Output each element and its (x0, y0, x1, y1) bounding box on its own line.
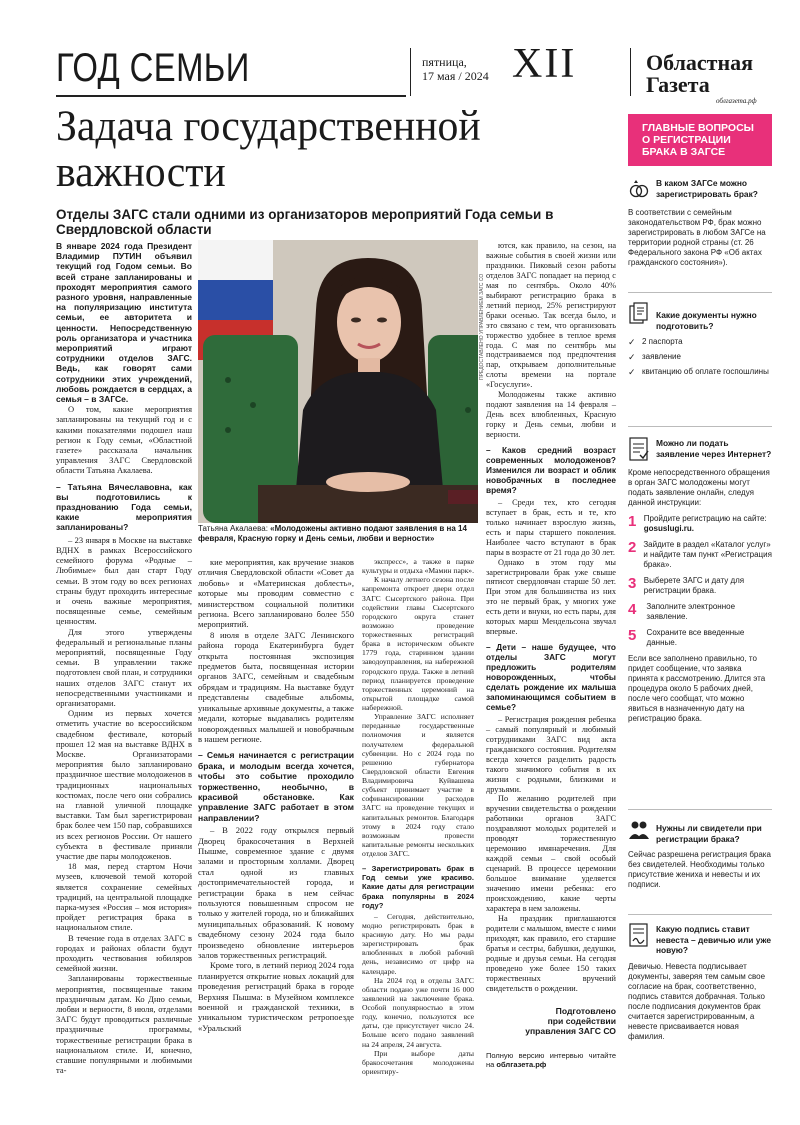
issue-date-day: 17 мая / 2024 (422, 69, 489, 83)
step-text-body: Пройдите регистрацию на сайте: (643, 514, 767, 523)
article-paragraph: – Среди тех, кто сегодня вступает в брак, есть и те, кто только начинает взрослую жизнь, есть и пары старшего поколения. Наиболее часто вступают в брак пары в возрасте от 21 года до 30 лет. (486, 497, 616, 557)
sidebar-divider (628, 914, 772, 915)
article-paragraph: 8 июля в отделе ЗАГС Ленинского района города Екатеринбурга будет открыта постоянная экспозиция предметов быта, посвященная истории органов ЗАГС, семейным и свадебным обрядам и традициям. На выставке будут представлены свадебные альбомы, уникальные архивные документы, а также медали, которые выдавались родителям новорожденных малышей и новобрачным в нашем регионе. (198, 629, 354, 744)
instruction-step (628, 576, 772, 596)
signature-line: управления ЗАГС СО (525, 1026, 616, 1037)
full-version-note (486, 1051, 616, 1069)
step-number: 5 (628, 627, 637, 644)
document-item (628, 367, 772, 377)
photo-credit: ПРЕДОСТАВЛЕНО УПРАВЛЕНИЕМ ЗАГС СО (479, 273, 485, 380)
sidebar-divider (628, 426, 772, 427)
article-paragraph: экспресс», а также в парке культуры и отдыха «Мамин парк». (362, 557, 474, 576)
article-column-2 (198, 557, 354, 1033)
step-number: 2 (628, 539, 637, 556)
step-number: 4 (628, 601, 637, 618)
rubric-underline (56, 95, 406, 97)
interview-question: – Татьяна Вячеславовна, как вы подготовились к празднованию Года семьи, какие мероприятия запланированы? (56, 481, 192, 533)
online-form-icon (628, 436, 650, 462)
step-text-body: Заполните электронное заявление. (646, 602, 736, 621)
check-icon: ✓ (628, 352, 636, 362)
article-column-3 (362, 557, 474, 1076)
faq-answer-3-after: Если все заполнено правильно, то придет сообщение, что заявка принята к рассмотрению. Длится эта процедура около 5 рабочих дней, после чего сообщат, что можно явиться в назначенную дату на регистрацию брака. (628, 654, 766, 723)
article-paragraph: На 2024 год в отделы ЗАГС области подано уже почти 16 000 заявлений на заключение брака. Особой популярностью в этом году, конечно, пользуются все даты, где присутствует число 24. Больше всего подано заявлений на 24 апреля, 24 августа. (362, 975, 474, 1049)
interview-question: – Дети – наше будущее, что отделы ЗАГС могут предложить родителям новорожденных, чтобы сделать рождение их малыша запоминающимся событием в семье? (486, 642, 616, 712)
faq-question-5: Какую подпись ставит невеста – девичью или уже новую? (656, 924, 771, 955)
witness-people-icon (628, 817, 650, 843)
instruction-step (628, 540, 772, 570)
brand-site: облгазета.рф (716, 97, 757, 105)
article-paragraph: кие мероприятия, как вручение знаков отличия Свердловской области «Совет да любовь» и «Материнская доблесть», которые мы проводим совместно с министерством социальной политики региона. Всего запланировано более 550 мероприятий. (198, 557, 354, 630)
instruction-step (628, 514, 772, 534)
document-item-label: заявление (642, 352, 681, 361)
newspaper-logo (646, 50, 757, 105)
document-item (628, 352, 772, 362)
article-paragraph: Для этого утверждены федеральный и региональные планы мероприятий, посвященные Году семьи. В управлении также подготовлен свой план, и сотрудники наших отделов ЗАГС станут их непосредственными участниками и организаторами. (56, 626, 192, 708)
faq-item-4 (628, 817, 772, 890)
interview-question: – Зарегистрировать брак в Год семьи уже красиво. Какие даты для регистрации брака популярны в 2024 году? (362, 864, 474, 910)
rings-icon (628, 176, 650, 202)
document-item-label: 2 паспорта (642, 337, 683, 346)
faq-answer-5: Девичью. Невеста подписывает документы, заверяя тем самым свое согласие на брак, соответственно, подпись ставится добрачная. Только после подписания документов брак считается зарегистрированным, а невесте присваивается новая фамилия. (628, 961, 766, 1041)
step-text-body: Зайдите в раздел «Каталог услуг» и найдите там пункт «Регистрация брака». (643, 540, 772, 569)
issue-date-weekday: пятница, (422, 55, 467, 69)
article-paragraph: Одним из первых хочется отметить участие во всероссийском свадебном фестивале, который прошел 12 мая на выставке ВДНХ в Москве. Организаторами мероприятия было запланировано праздничное шествие молодоженов в традиционных национальных костюмах, после чего они собрались на главной уличной площадке выставки. Там был зарегистрирован брак более чем 150 пар, собравшихся из всех регионов России. От нашего субъекта в фестивале приняли участие две пары молодоженов. (56, 708, 192, 861)
document-item-label: квитанцию об оплате госпошлины (642, 367, 769, 376)
page-number: XII (512, 41, 577, 87)
signature-line: Подготовлено (555, 1005, 616, 1016)
step-text (644, 576, 772, 596)
photo-caption (198, 524, 478, 544)
article-paragraph: По желанию родителей при вручении свидетельства о рождении работники органов ЗАГС поздравляют молодых родителей и проводят торжественную церемонию имянаречения. Для каждой семьи – свой особый сценарий. В процессе церемонии большое внимание уделяется значению имени ребенка: его происхождению, какие черты характера в нем заложены. (486, 794, 616, 913)
article-paragraph: ются, как правило, на сезон, на важные события в своей жизни или праздники. Пиковый сезон работы отделов ЗАГС попадает на период с мая по сентябрь. Около 40% выбирают регистрацию брака в летний период, 25% регистрируют браки осенью. Так всегда было, и это связано с тем, что организовать торжество удобнее в теплое время года. С мая по сентябрь мы подстраиваемся под предпочтения пар, открываем дополнительные слоты времени на портале «Госуслуги». (486, 241, 616, 390)
step-text-body: Сохраните все введенные данные. (646, 628, 745, 647)
faq-item-1 (628, 176, 772, 268)
interview-question: – Каков средний возраст современных молодоженов? Изменился ли возраст и облик новобрачных в последнее время? (486, 445, 616, 495)
article-lead: В январе 2024 года Президент Владимир ПУТИН объявил текущий год Годом семьи. Во всей стране запланированы и проходят мероприятия самого разного уровня, направленные на популяризацию института семьи, ее авторитета и ценности. Непосредственную роль организатора и участника мероприятий играют сотрудники отделов ЗАГС. Ведь, как говорят сами сотрудники этих учреждений, любовь рождается в сердцах, а семья – в ЗАГСе. (56, 241, 192, 405)
section-rubric: ГОД СЕМЬИ (56, 46, 250, 90)
sidebar-title: ГЛАВНЫЕ ВОПРОСЫ О РЕГИСТРАЦИИ БРАКА В ЗАГСЕ (628, 114, 772, 166)
article-paragraph: К началу летнего сезона после капремонта откроет двери отдел ЗАГС Сысертского района. При содействии главы Сысертского городского округа станет возможно проведение торжественных регистраций брака в историческом объекте 1779 года, старинном здании заводоуправления, на набережной городского пруда. Также в летний период планируется проведение торжественных церемоний на открытой площадке самой набережной. (362, 575, 474, 712)
header-divider (410, 48, 411, 96)
instruction-step (628, 628, 772, 648)
article-paragraph: Запланированы торжественные мероприятия, посвященные таким праздничным датам. Ко Дню семьи, любви и верности, 8 июля, отделами ЗАГС будут проводиться различные праздничные программы, торжественные регистрации брака в национальном стиле. И, конечно, ставшие популярными и любимыми та- (56, 973, 192, 1076)
brand-line-2: Газета (646, 72, 710, 97)
documents-icon (628, 302, 650, 328)
portrait-illustration (198, 240, 478, 523)
article-column-1 (56, 241, 192, 1075)
step-text (646, 602, 772, 622)
full-version-link[interactable]: облгазета.рф (496, 1059, 547, 1069)
article-subhead: Отделы ЗАГС стали одними из организаторов мероприятий Года семьи в Свердловской области (56, 207, 554, 237)
faq-question-4: Нужны ли свидетели при регистрации брака? (656, 823, 762, 844)
step-text-body: Выберете ЗАГС и дату для регистрации брака. (643, 576, 745, 595)
documents-list (628, 337, 772, 377)
article-paragraph: 18 мая, перед стартом Ночи музеев, ключевой темой которой является сохранение семейных традиций, на центральной площадке парка-музея «Россия – моя история» пройдет регистрация брака в национальном стиле. (56, 861, 192, 933)
faq-item-5 (628, 922, 772, 1042)
faq-question-3: Можно ли подать заявление через Интернет? (656, 438, 772, 459)
brand-line-1: Областная (646, 50, 754, 75)
signature-line: при содействии (547, 1015, 616, 1026)
article-paragraph: Управление ЗАГС исполняет переданные государственные полномочия и является получателем федеральной субвенции. Но с 2024 года по решению губернатора Свердловской области Евгения Владимировича Куйвашева субъект принимает участие в софинансировании расходов ЗАГС на проведение текущих и капитальных ремонтов. Благодаря этому в 2024 году стало возможным провести капитальные ремонты нескольких отделов ЗАГС. (362, 712, 474, 858)
photo-caption-name: Татьяна Акалаева: (198, 524, 268, 533)
step-number: 3 (628, 575, 637, 592)
check-icon: ✓ (628, 367, 636, 377)
faq-question-2: Какие документы нужно подготовить? (656, 310, 757, 331)
faq-answer-4: Сейчас разрешена регистрация брака без свидетелей. Необходимы только присутствие жениха и невесты и их подписи. (628, 850, 771, 889)
article-paragraph: – Сегодня, действительно, модно регистрировать брак в красивую дату. Но мы рады зарегистрировать брак влюбленных в любой рабочий день, независимо от цифр на календаре. (362, 911, 474, 976)
article-paragraph: О том, какие мероприятия запланированы на текущий год и с какими показателями подошел наш регион к Году семьи, «Областной газете» рассказала начальник управления ЗАГС Свердловской области Татьяна Акалаева. (56, 404, 192, 476)
sidebar-divider (628, 809, 772, 810)
steps-list (628, 514, 772, 648)
sidebar-divider (628, 292, 772, 293)
step-text (644, 514, 772, 534)
faq-sidebar (628, 114, 772, 1089)
article-paragraph: – Регистрация рождения ребенка – самый популярный и любимый сотрудниками ЗАГС вид акта гражданского состояния. Родителям всегда хочется разделить радость такого значимого события в их жизни с родными, близкими и друзьями. (486, 714, 616, 794)
instruction-step (628, 602, 772, 622)
check-icon: ✓ (628, 337, 636, 347)
document-item (628, 337, 772, 347)
faq-answer-1: В соответствии с семейным законодательством РФ, брак можно зарегистрировать в любом ЗАГСе на территории родной страны (ст. 26 Федерального закона РФ «Об актах гражданского состояния»). (628, 208, 766, 267)
faq-answer-3: Кроме непосредственного обращения в орган ЗАГС молодожены могут подать заявление онлайн, следуя данной инструкции: (628, 468, 770, 507)
article-paragraph: Молодожены также активно подают заявления на 14 февраля – День всех влюбленных, Красную горку и День семьи, любви и верности. (486, 390, 616, 440)
faq-question-1: В каком ЗАГСе можно зарегистрировать брак? (656, 178, 758, 199)
faq-item-3 (628, 436, 772, 724)
article-signature (486, 1006, 616, 1037)
photo-caption-quote: «Молодожены активно подают заявления в на 14 февраля, Красную горку и День семьи, любви и верности» (198, 524, 467, 543)
article-paragraph: На праздник приглашаются родители с малышом, вместе с ними приходят, как правило, его старшие братья и сестры, бабушки, дедушки, родные и друзья семьи. На сегодня проведено уже более 150 таких торжественных вручений свидетельств о рождении. (486, 913, 616, 993)
step-text (647, 628, 772, 648)
signature-icon (628, 922, 650, 948)
article-paragraph: Однако в этом году мы зарегистрировали брак уже свыше пятисот свердловчан старше 50 лет. При этом для большинства из них это не первый брак, у многих уже есть дети и внуки, но есть пары, для которых марш Мендельсона звучал впервые. (486, 557, 616, 637)
issue-date (422, 55, 489, 83)
gosuslugi-link[interactable]: gosuslugi.ru. (643, 524, 695, 533)
article-headline: Задача государственной важности (56, 103, 481, 196)
step-number: 1 (628, 513, 637, 530)
interview-question: – Семья начинается с регистрации брака, и молодым всегда хочется, чтобы это событие проходило торжественно, необычно, в красивой обстановке. Как управление ЗАГС работает в этом направлении? (198, 750, 354, 823)
faq-item-2 (628, 302, 772, 382)
article-paragraph: При выборе даты бракосочетания молодожены ориентиру- (362, 1048, 474, 1076)
portrait-photo (198, 240, 478, 523)
article-paragraph: – В 2022 году открылся первый Дворец бракосочетания в Верхней Пышме, современное здание с двумя залами и просторным холлами. Дворец стал одной из главных достопримечательностей города, и регистрации брака в нем сейчас пользуются повышенным спросом не только у жителей города, но и ближайших муниципальных образований. К новому свадебному сезону 2024 года было произведено обновление интерьеров залов торжественных регистраций. (198, 825, 354, 961)
article-paragraph: В течение года в отделах ЗАГС в городах и районах области будут проходить чествования юбиляров семейной жизни. (56, 932, 192, 974)
header-divider (630, 48, 631, 96)
article-paragraph: Кроме того, в летний период 2024 года планируется открытие новых локаций для проведения регистраций брака в городе Верхняя Пышма: в Музейном комплексе военной и гражданской техники, в уникальном туристическом ретропоезде «Уральский (198, 960, 354, 1033)
full-version-text: Полную версию интервью читайте на (486, 1050, 616, 1069)
step-text (643, 540, 772, 570)
article-paragraph: – 23 января в Москве на выставке ВДНХ в рамках Всероссийского семейного форума «Родные – Любимые» был дан старт Году семьи. В этом году во всех регионах страны будут проходить интересные и очень важные мероприятия, посвященные семье, семейным ценностям. (56, 534, 192, 627)
article-column-4 (486, 241, 616, 1069)
